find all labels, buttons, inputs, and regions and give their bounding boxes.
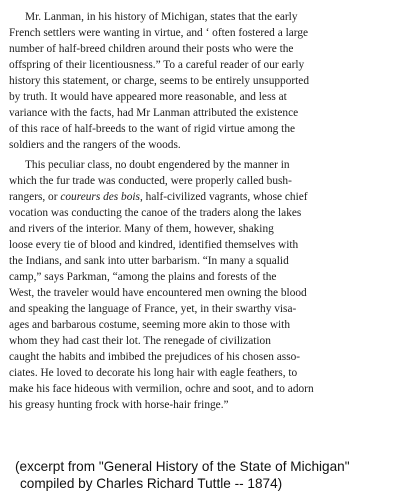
text-line: variance with the facts, had Mr Lanman attributed the existence: [9, 107, 299, 119]
text-line: caught the habits and imbibed the prejudices of his chosen asso-: [9, 351, 301, 363]
italic-phrase: coureurs des bois: [60, 191, 140, 203]
text-line: Mr. Lanman, in his history of Michigan, states that the early: [25, 11, 298, 23]
text-run: rangers, or: [9, 191, 61, 203]
text-line: West, the traveler would have encountered men owning the blood: [9, 287, 307, 299]
text-line: soldiers and the rangers of the woods.: [9, 139, 181, 151]
text-line: loose every tie of blood and kindred, identified themselves with: [9, 239, 299, 251]
text-line: vocation was conducting the canoe of the traders along the lakes: [9, 207, 302, 219]
text-run: , half-civilized vagrants, whose chief: [139, 191, 308, 203]
text-line: French settlers were wanting in virtue, and ‘ often fostered a large: [9, 27, 309, 39]
text-line: number of half-breed children around their posts who were the: [9, 43, 294, 55]
text-line: history this statement, or charge, seems to be entirely unsupported: [9, 75, 310, 87]
text-line: whom they had cast their lot. The renegade of civilization: [9, 335, 271, 347]
text-line: camp,” says Parkman, “among the plains and forests of the: [9, 271, 277, 283]
text-line-with-italic: [9, 189, 308, 205]
caption-line: compiled by Charles Richard Tuttle -- 1874): [20, 476, 283, 491]
text-line: This peculiar class, no doubt engendered by the manner in: [25, 159, 290, 171]
text-line: his greasy hunting frock with horse-hair fringe.”: [9, 399, 229, 411]
text-line: and rivers of the interior. Many of them, however, shaking: [9, 223, 274, 235]
text-line: of this race of half-breeds to the want of rigid virtue among the: [9, 123, 296, 135]
text-line: by truth. It would have appeared more reasonable, and less at: [9, 91, 287, 103]
text-line: the Indians, and sank into utter barbarism. “In many a squalid: [9, 255, 289, 267]
text-line: which the fur trade was conducted, were properly called bush-: [9, 175, 292, 187]
text-line: ages and barbarous costume, seeming more akin to those with: [9, 319, 291, 331]
text-line: offspring of their licentiousness.” To a careful reader of our early: [9, 59, 305, 71]
text-line: and speaking the language of France, yet, in their swarthy visa-: [9, 303, 297, 315]
text-line: ciates. He loved to decorate his long hair with eagle feathers, to: [9, 367, 298, 379]
caption-line: (excerpt from "General History of the State of Michigan": [15, 459, 350, 474]
text-line: make his face hideous with vermilion, ochre and soot, and to adorn: [9, 383, 314, 395]
